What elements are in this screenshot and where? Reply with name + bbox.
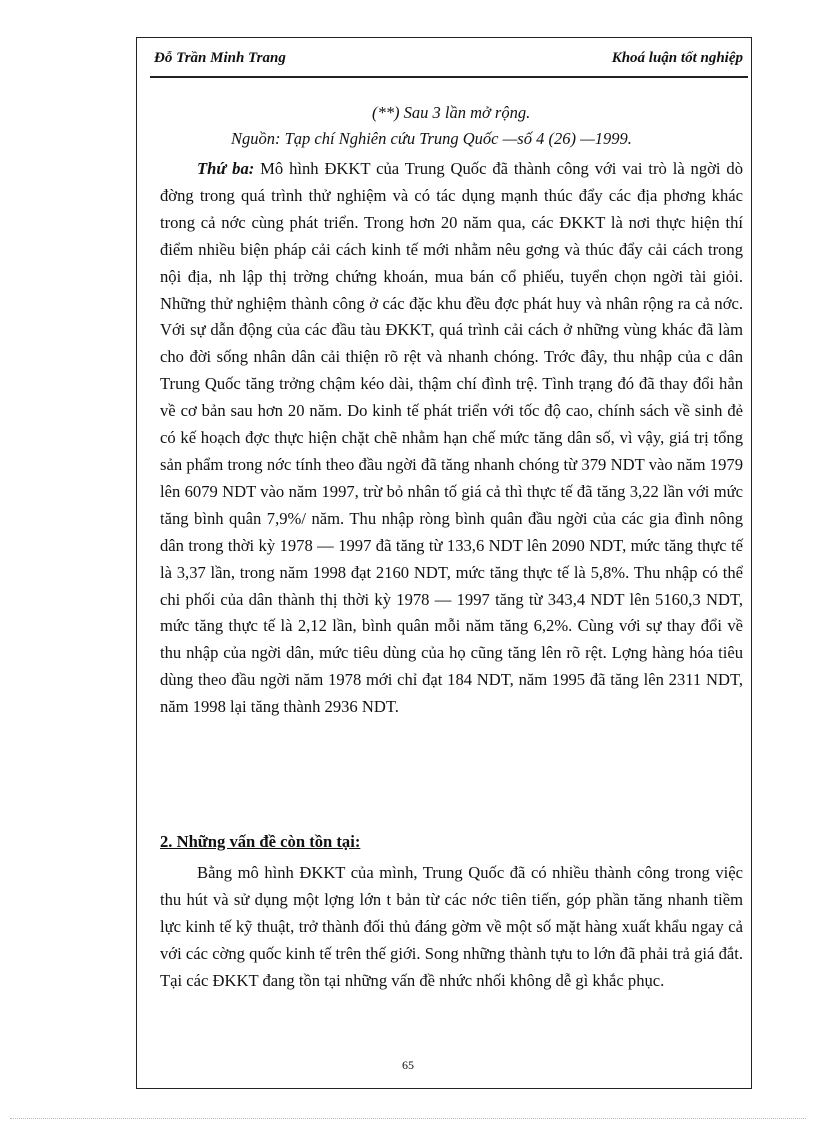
table-note: (**) Sau 3 lần mở rộng. xyxy=(372,103,531,122)
section-heading: 2. Những vấn đề còn tồn tại: xyxy=(160,832,361,851)
page-number: 65 xyxy=(402,1058,414,1072)
table-source: Nguồn: Tạp chí Nghiên cứu Trung Quốc —số 4 (26) —1999. xyxy=(231,129,632,148)
paragraph-lead: Thứ ba: xyxy=(197,159,255,178)
page-header xyxy=(150,50,745,72)
paragraph: Bằng mô hình ĐKKT của mình, Trung Quốc đã có nhiều thành công trong việc thu hút và sử dụng một lợng lớn t bản từ các nớc tiên tiến, góp phần tăng nhanh tiềm lực kinh tế kỹ thuật, trở thành đối thủ đáng gờm về một số mặt hàng xuất khẩu ngay cả với các cờng quốc kinh tế trên thế giới. Song những thành tựu to lớn đã phải trả giá đắt. Tại các ĐKKT đang tồn tại những vấn đề nhức nhối không dễ gì khắc phục. xyxy=(160,863,743,990)
header-doc-type: Khoá luận tốt nghiệp xyxy=(611,50,743,66)
paragraph-third-point xyxy=(160,156,743,721)
section-2-body xyxy=(160,859,743,994)
paragraph-text: Mô hình ĐKKT của Trung Quốc đã thành công với vai trò là ngời dò đờng trong quá trình thử nghiệm và có tác dụng mạnh thúc đẩy các địa phơng khác trong cả nớc cùng phát triển. Trong hơn 20 năm qua, các ĐKKT là nơi thực hiện thí điểm nhiều biện pháp cải cách kinh tế mới nhằm nêu gơng và thúc đẩy cải cách trong nội địa, nh lập thị trờng chứng khoán, mua bán cổ phiếu, tuyển chọn ngời tài giỏi. Những thử nghiệm thành công ở các đặc khu đều đợc phát huy và nhân rộng ra cả nớc. Với sự dẫn động của các đầu tàu ĐKKT, quá trình cải cách ở những vùng khác đã làm cho đời sống nhân dân cải thiện rõ rệt và nhanh chóng. Trớc đây, thu nhập của c dân Trung Quốc tăng trởng chậm kéo dài, thậm chí đình trệ. Tình trạng đó đã thay đổi hẳn về cơ bản sau hơn 20 năm. Do kinh tế phát triển với tốc độ cao, chính sách về sinh đẻ có kế hoạch đợc thực hiện chặt chẽ nhằm hạn chế mức tăng dân số, vì vậy, giá trị tổng sản phẩm trong nớc tính theo đầu ngời đã tăng nhanh chóng từ 379 NDT vào năm 1979 lên 6079 NDT vào năm 1997, trừ bỏ nhân tố giá cả thì thực tế đã tăng 3,22 lần với mức tăng bình quân 7,9%/ năm. Thu nhập ròng bình quân đầu ngời của các gia đình nông dân trong thời kỳ 1978 — 1997 đã tăng từ 133,6 NDT lên 2090 NDT, mức tăng thực tế là 3,37 lần, trong năm 1998 đạt 2160 NDT, mức tăng thực tế là 5,8%. Thu nhập có thể chi phối của dân thành thị thời kỳ 1978 — 1997 tăng từ 343,4 NDT lên 5160,3 NDT, mức tăng thực tế là 2,12 lần, bình quân mỗi năm tăng 6,2%. Cùng với sự thay đổi về thu nhập của ngời dân, mức tiêu dùng của họ cũng tăng lên rõ rệt. Lợng hàng hóa tiêu dùng theo đầu ngời năm 1978 mới chỉ đạt 184 NDT, năm 1995 đã tăng lên 2311 NDT, năm 1998 lại tăng thành 2936 NDT. xyxy=(160,159,743,717)
page-bottom-divider xyxy=(10,1118,806,1119)
header-rule xyxy=(150,76,748,78)
header-author: Đỗ Trần Minh Trang xyxy=(154,50,286,66)
paragraph xyxy=(160,156,743,721)
